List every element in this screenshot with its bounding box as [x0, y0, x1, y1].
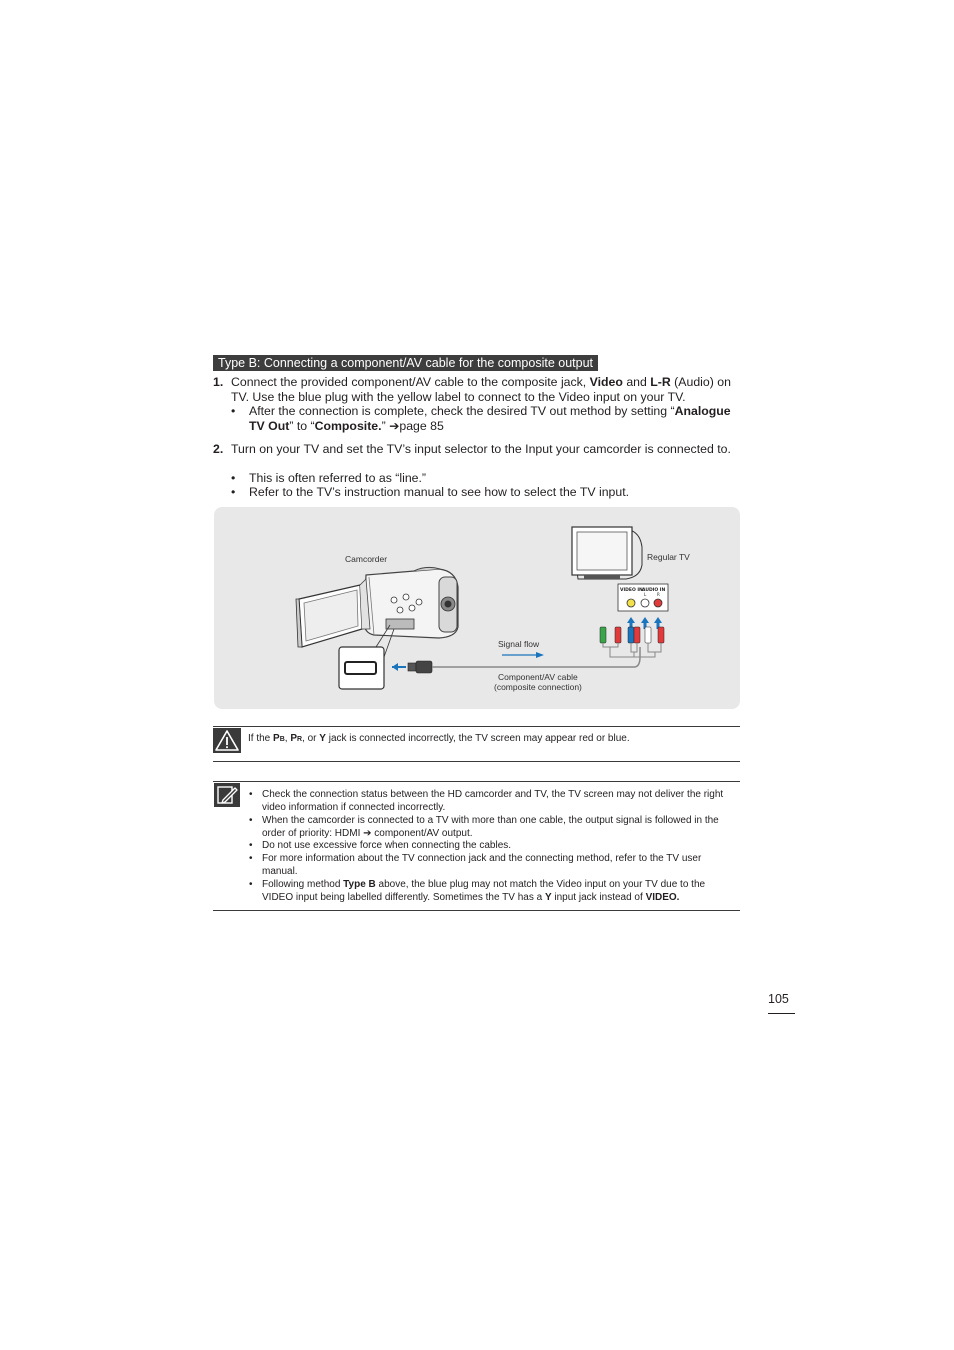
camcorder-label: Camcorder — [345, 554, 388, 564]
step-2-text: Turn on your TV and set the TV’s input selector to the Input your camcorder is connected to. — [231, 442, 731, 456]
step-1-text: Connect the provided component/AV cable to the composite jack, Video and L-R (Audio) on TV. Use the blue plug with the yellow label to connect to the Video input on your TV. — [231, 375, 731, 404]
note-item-3: • Do not use excessive force when connecting the cables. — [249, 840, 512, 851]
page-number-rule — [768, 1013, 795, 1014]
warning-triangle-icon — [213, 728, 241, 753]
cable-illustration — [392, 647, 640, 673]
note-pencil-icon — [214, 783, 240, 807]
signal-flow-label: Signal flow — [498, 639, 540, 649]
tv-label: Regular TV — [647, 552, 690, 562]
notes-top-rule — [213, 781, 740, 782]
step-1-bullet: • After the connection is complete, check the desired TV out method by setting “Analogue TV Out” to “Composite.” ➔page 85 — [231, 404, 731, 433]
rca-plugs — [600, 627, 664, 657]
step-2-bullet-2: • Refer to the TV’s instruction manual to see how to select the TV input. — [231, 485, 630, 499]
page-number: 105 — [768, 992, 789, 1006]
caution-text: If the PB, PR, or Y jack is connected incorrectly, the TV screen may appear red or blue. — [248, 733, 630, 744]
camcorder-illustration — [296, 567, 458, 647]
note-item-4: • For more information about the TV connection jack and the connecting method, refer to the TV user manual. — [249, 853, 702, 877]
panel-l-label: L — [644, 592, 647, 597]
panel-r-label: R — [657, 592, 660, 597]
section-heading: Type B: Connecting a component/AV cable for the composite output — [213, 355, 598, 371]
notes-bottom-rule — [213, 910, 740, 911]
note-item-1: • Check the connection status between the HD camcorder and TV, the TV screen may not deliver the right video information if connected incorrectly. — [249, 789, 724, 813]
note-item-2: • When the camcorder is connected to a TV with more than one cable, the output signal is followed in the order of priority: HDMI ➔ component/AV output. — [249, 815, 719, 839]
caution-top-rule — [213, 726, 740, 727]
panel-audio-label: AUDIO IN — [642, 588, 666, 593]
connection-illustration — [214, 507, 740, 709]
caution-bottom-rule — [213, 761, 740, 762]
cable-label-sub: (composite connection) — [494, 682, 582, 692]
step-2-bullet-1: • This is often referred to as “line.” — [231, 471, 427, 485]
step-1-number: 1. — [213, 375, 224, 389]
tv-illustration — [572, 527, 668, 629]
connection-diagram — [214, 507, 740, 709]
cable-label: Component/AV cable — [498, 672, 578, 682]
note-item-5: • Following method Type B above, the blue plug may not match the Video input on your TV due to the VIDEO input being labelled differently. Sometimes the TV has a Y input jack instead of VIDEO. — [249, 879, 706, 903]
panel-video-label: VIDEO IN — [620, 588, 643, 593]
step-2-number: 2. — [213, 442, 224, 456]
